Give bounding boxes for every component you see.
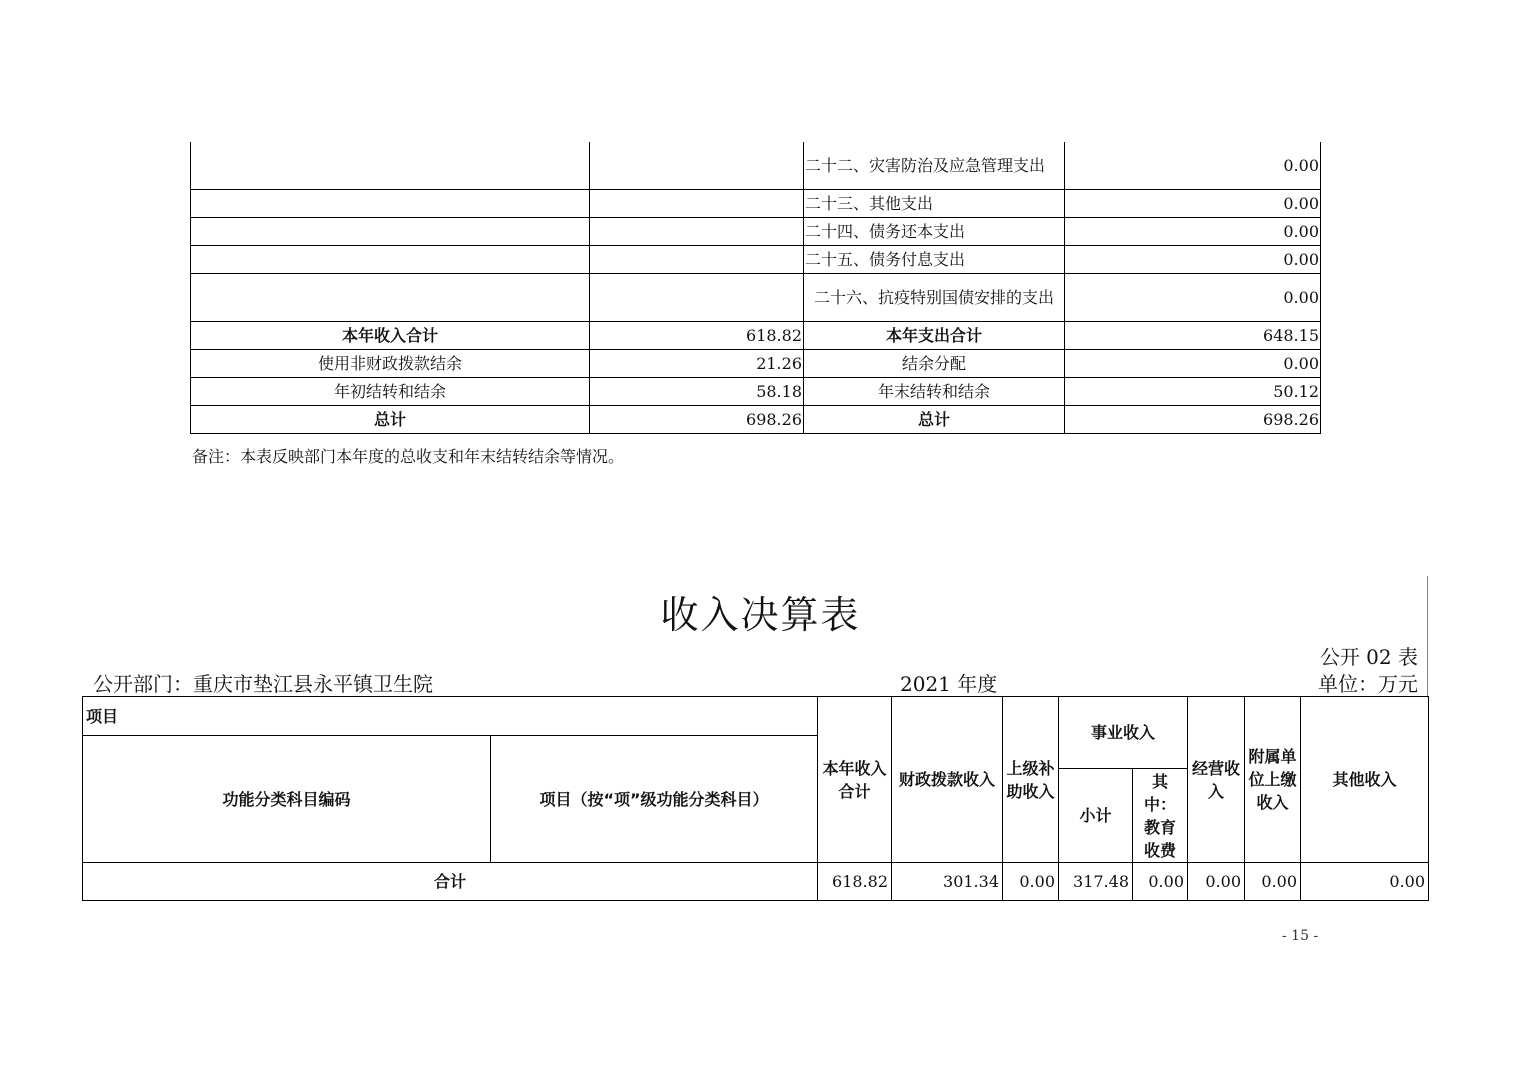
expense-item-cell: 总计: [804, 406, 1065, 434]
income-amount-cell: 58.18: [590, 378, 804, 406]
expense-item-cell: 二十二、灾害防治及应急管理支出: [804, 142, 1065, 190]
income-amount-cell: [590, 142, 804, 190]
table-row: [191, 142, 1321, 190]
total-label: 合计: [83, 863, 818, 901]
operating-value: 0.00: [1188, 863, 1245, 901]
header-row: [83, 697, 1429, 736]
expense-item-cell: 本年支出合计: [804, 322, 1065, 350]
income-item-cell: 总计: [191, 406, 590, 434]
header-item-by-class: 项目（按“项”级功能分类科目）: [491, 736, 818, 863]
income-amount-cell: [590, 274, 804, 322]
header-affiliated-income: 附属单位上缴收入: [1245, 697, 1301, 863]
page-number: - 15 -: [1282, 928, 1319, 944]
affiliated-value: 0.00: [1245, 863, 1301, 901]
table-row: [191, 246, 1321, 274]
education-fee-value: 0.00: [1133, 863, 1188, 901]
table-row: [191, 322, 1321, 350]
income-amount-cell: 618.82: [590, 322, 804, 350]
table-note: 备注：本表反映部门本年度的总收支和年末结转结余等情况。: [192, 447, 625, 466]
fiscal-value: 301.34: [892, 863, 1003, 901]
header-subtotal: 小计: [1059, 769, 1133, 863]
table-row: [191, 274, 1321, 322]
unit-label: 单位：万元: [1318, 672, 1418, 696]
income-item-cell: [191, 190, 590, 218]
header-function-code: 功能分类科目编码: [83, 736, 491, 863]
expense-amount-cell: 648.15: [1065, 322, 1321, 350]
other-value: 0.00: [1301, 863, 1429, 901]
income-amount-cell: [590, 246, 804, 274]
expense-item-cell: 二十三、其他支出: [804, 190, 1065, 218]
expense-amount-cell: 0.00: [1065, 274, 1321, 322]
expense-item-cell: 结余分配: [804, 350, 1065, 378]
fiscal-year: 2021 年度: [900, 672, 998, 696]
table-row: [191, 218, 1321, 246]
expense-amount-cell: 0.00: [1065, 190, 1321, 218]
form-number: 公开 02 表: [1319, 645, 1418, 669]
department-label: 公开部门：重庆市垫江县永平镇卫生院: [93, 672, 433, 696]
expenditure-summary-table: [190, 142, 1321, 434]
total-row: [83, 863, 1429, 901]
expense-amount-cell: 50.12: [1065, 378, 1321, 406]
income-amount-cell: [590, 218, 804, 246]
table-row: [191, 406, 1321, 434]
income-statement-table: [82, 696, 1429, 901]
income-item-cell: 使用非财政拨款结余: [191, 350, 590, 378]
header-total-income: 本年收入合计: [818, 697, 892, 863]
header-other-income: 其他收入: [1301, 697, 1429, 863]
table-row: [191, 190, 1321, 218]
income-item-cell: [191, 246, 590, 274]
subtotal-value: 317.48: [1059, 863, 1133, 901]
table-row: [191, 350, 1321, 378]
header-superior-subsidy: 上级补助收入: [1003, 697, 1059, 863]
expense-item-cell: 年末结转和结余: [804, 378, 1065, 406]
expense-amount-cell: 0.00: [1065, 218, 1321, 246]
expense-amount-cell: 0.00: [1065, 142, 1321, 190]
header-operating-income: 经营收入: [1188, 697, 1245, 863]
expense-amount-cell: 698.26: [1065, 406, 1321, 434]
expense-item-cell: 二十六、抗疫特别国债安排的支出: [804, 274, 1065, 322]
expense-item-cell: 二十四、债务还本支出: [804, 218, 1065, 246]
income-item-cell: 年初结转和结余: [191, 378, 590, 406]
header-item: 项目: [83, 697, 818, 736]
income-item-cell: [191, 218, 590, 246]
header-education-fee: 其中：教育收费: [1133, 769, 1188, 863]
income-amount-cell: [590, 190, 804, 218]
total-income-value: 618.82: [818, 863, 892, 901]
expense-amount-cell: 0.00: [1065, 350, 1321, 378]
income-item-cell: 本年收入合计: [191, 322, 590, 350]
table-row: [191, 378, 1321, 406]
header-fiscal-allocation: 财政拨款收入: [892, 697, 1003, 863]
income-item-cell: [191, 142, 590, 190]
income-item-cell: [191, 274, 590, 322]
income-amount-cell: 698.26: [590, 406, 804, 434]
expense-item-cell: 二十五、债务付息支出: [804, 246, 1065, 274]
page-title: 收入决算表: [660, 593, 861, 637]
header-business-income: 事业收入: [1059, 697, 1188, 769]
superior-subsidy-value: 0.00: [1003, 863, 1059, 901]
expense-amount-cell: 0.00: [1065, 246, 1321, 274]
income-amount-cell: 21.26: [590, 350, 804, 378]
